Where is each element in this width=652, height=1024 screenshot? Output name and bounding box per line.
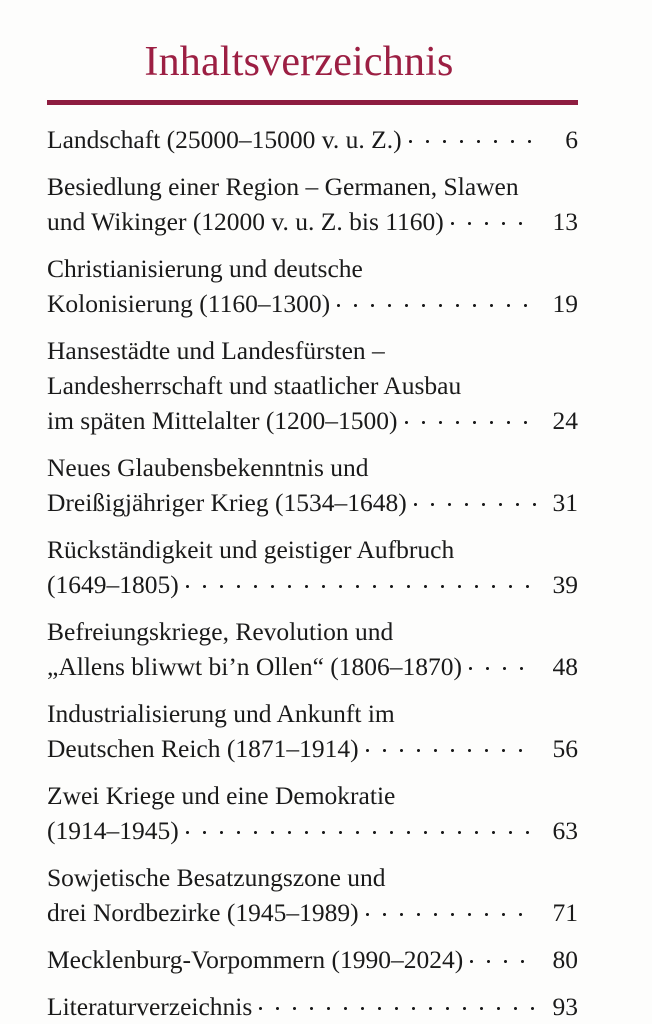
toc-entry-final-line <box>47 567 578 602</box>
toc-page-number[interactable]: 56 <box>552 734 578 763</box>
toc-entry-final-line <box>47 122 578 157</box>
page-title: Inhaltsverzeichnis <box>144 39 454 85</box>
toc-page-number[interactable]: 19 <box>552 289 578 318</box>
toc-entry[interactable] <box>47 696 578 766</box>
dot-leader <box>366 732 536 758</box>
toc-entry[interactable] <box>47 169 578 239</box>
toc-page-number[interactable]: 6 <box>565 125 578 154</box>
dot-leader <box>470 943 536 969</box>
toc-entry-title: Kolonisierung (1160–1300) <box>47 289 331 318</box>
toc-page-number[interactable]: 63 <box>552 816 578 845</box>
toc-entry-title: drei Nordbezirke (1945–1989) <box>47 898 359 927</box>
toc-entry-line: Neues Glaubensbekenntnis und <box>47 453 369 482</box>
toc-entry-title: (1649–1805) <box>47 570 179 599</box>
dot-leader <box>186 568 536 594</box>
dot-leader <box>451 205 536 231</box>
toc-entry-title: Literaturverzeichnis <box>47 992 253 1021</box>
toc-entry-title: im späten Mittelalter (1200–1500) <box>47 406 398 435</box>
dot-leader <box>409 123 536 149</box>
dot-leader <box>469 650 536 676</box>
dot-leader <box>186 814 536 840</box>
toc-entry-final-line <box>47 895 578 930</box>
toc-entry[interactable] <box>47 778 578 848</box>
toc-entry[interactable] <box>47 333 578 438</box>
toc-entry-line: Rückständigkeit und geistiger Aufbruch <box>47 535 455 564</box>
toc-entry-line: Zwei Kriege und eine Demokratie <box>47 781 396 810</box>
dot-leader <box>259 990 536 1016</box>
toc-entry[interactable] <box>47 860 578 930</box>
toc-entry-final-line <box>47 403 578 438</box>
toc-page-number[interactable]: 71 <box>552 898 578 927</box>
toc-entry-title: und Wikinger (12000 v. u. Z. bis 1160) <box>47 207 444 236</box>
dot-leader <box>414 486 536 512</box>
toc-page-number[interactable]: 13 <box>552 207 578 236</box>
toc-entry[interactable] <box>47 532 578 602</box>
toc-entry[interactable] <box>47 251 578 321</box>
toc-entry-line: Hansestädte und Landesfürsten – <box>47 336 385 365</box>
toc-entry-title: „Allens bliwwt bi’n Ollen“ (1806–1870) <box>47 652 463 681</box>
toc-entry-title: (1914–1945) <box>47 816 179 845</box>
toc-entry-line: Befreiungskriege, Revolution und <box>47 617 394 646</box>
toc-page-number[interactable]: 80 <box>552 945 578 974</box>
dot-leader <box>366 896 536 922</box>
toc-entry-final-line <box>47 649 578 684</box>
toc-page-number[interactable]: 93 <box>552 992 578 1021</box>
toc-page-number[interactable]: 48 <box>552 652 578 681</box>
toc-entry-final-line <box>47 989 578 1024</box>
toc-entry-title: Landschaft (25000–15000 v. u. Z.) <box>47 125 402 154</box>
toc-entry-final-line <box>47 485 578 520</box>
toc-entry-list <box>47 105 578 1024</box>
toc-entry-line: Landesherrschaft und staatlicher Ausbau <box>47 371 462 400</box>
toc-page-number[interactable]: 39 <box>552 570 578 599</box>
toc-page-number[interactable]: 31 <box>552 488 578 517</box>
toc-entry-final-line <box>47 286 578 321</box>
toc-entry-title: Dreißigjähriger Krieg (1534–1648) <box>47 488 407 517</box>
toc-entry-line: Christianisierung und deutsche <box>47 254 363 283</box>
toc-entry[interactable] <box>47 122 578 157</box>
toc-entry[interactable] <box>47 614 578 684</box>
toc-entry-line: Industrialisierung und Ankunft im <box>47 699 395 728</box>
toc-entry[interactable] <box>47 989 578 1024</box>
toc-entry-title: Mecklenburg-Vorpommern (1990–2024) <box>47 945 464 974</box>
toc-entry-final-line <box>47 813 578 848</box>
toc-entry-final-line <box>47 204 578 239</box>
toc-entry-final-line <box>47 731 578 766</box>
toc-entry-title: Deutschen Reich (1871–1914) <box>47 734 359 763</box>
toc-entry[interactable] <box>47 450 578 520</box>
dot-leader <box>337 287 536 313</box>
toc-entry-final-line <box>47 942 578 977</box>
toc-entry-line: Besiedlung einer Region – Germanen, Slawen <box>47 172 519 201</box>
dot-leader <box>405 404 536 430</box>
toc-entry[interactable] <box>47 942 578 977</box>
toc-entry-line: Sowjetische Besatzungszone und <box>47 863 386 892</box>
toc-page-number[interactable]: 24 <box>552 406 578 435</box>
